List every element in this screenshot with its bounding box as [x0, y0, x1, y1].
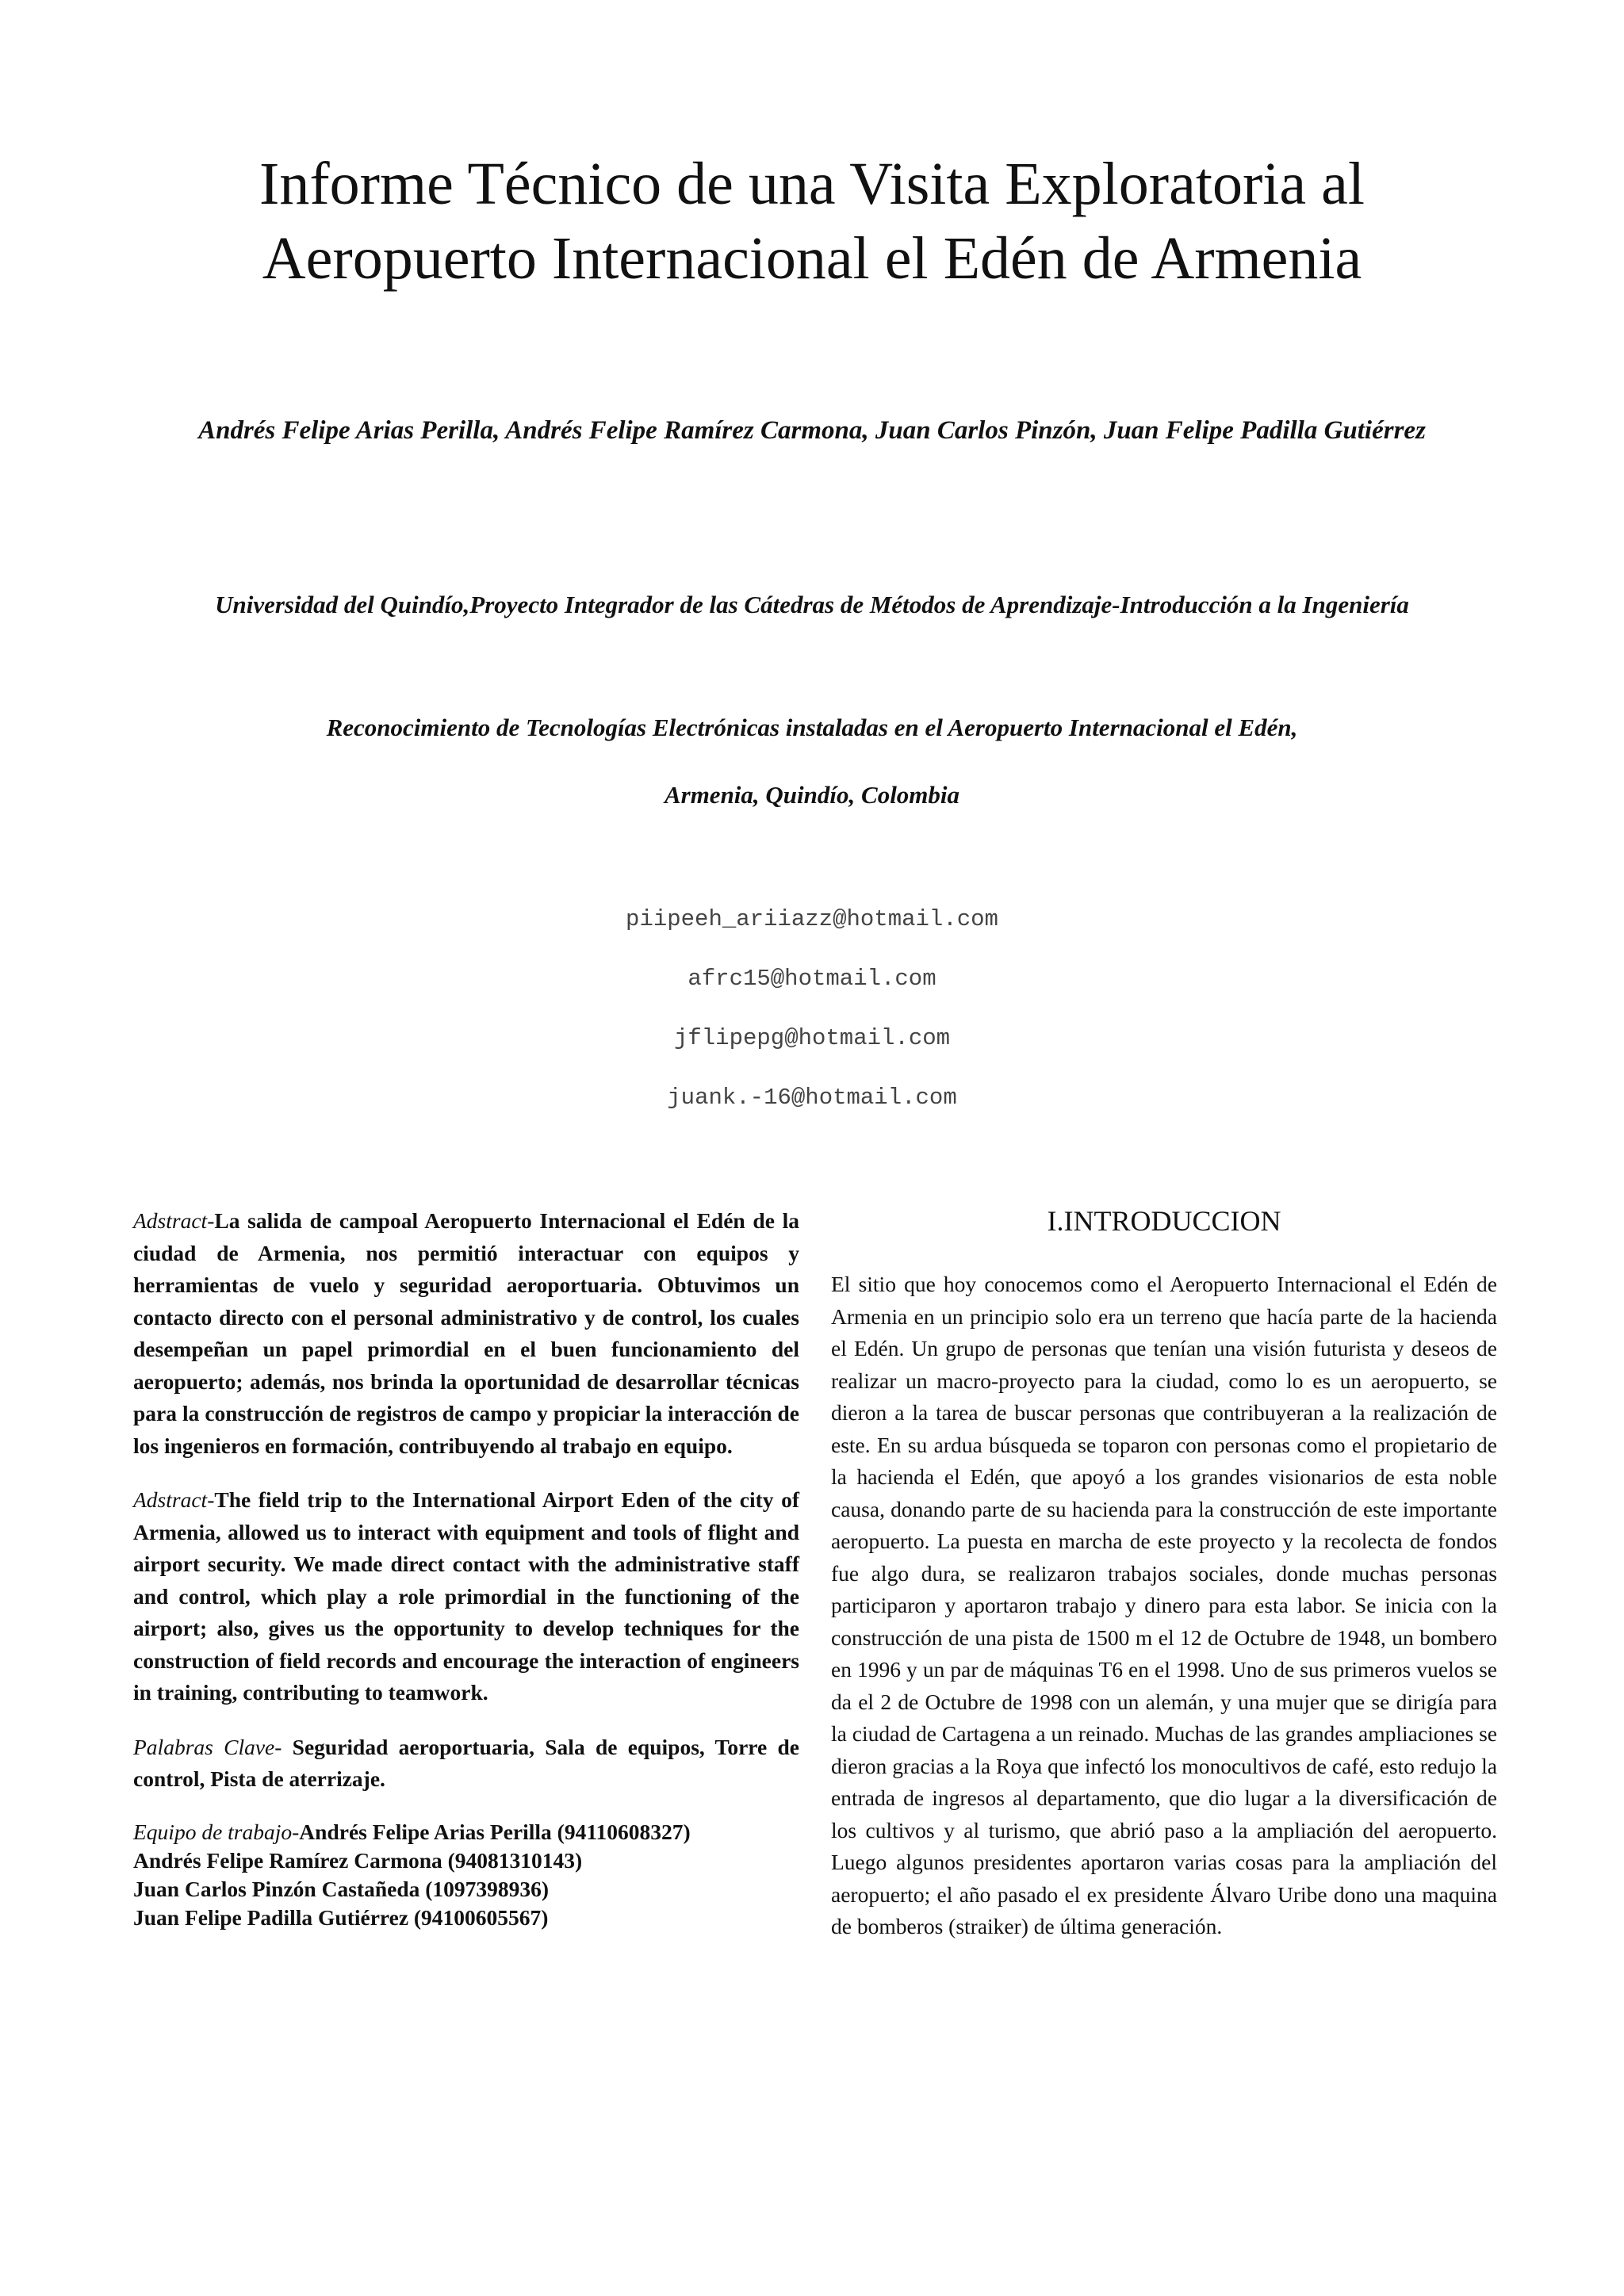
team-member: Equipo de trabajo-Andrés Felipe Arias Perilla (94110608327): [133, 1819, 691, 1844]
abstract-label: Adstract-: [133, 1487, 215, 1512]
affiliation: Universidad del Quindío,Proyecto Integrador de las Cátedras de Métodos de Aprendizaje-Introducción a la Ingeniería: [215, 591, 1409, 618]
section-heading: I.INTRODUCCION: [1047, 1205, 1281, 1237]
team-member: Juan Carlos Pinzón Castañeda (1097398936): [133, 1876, 550, 1901]
team-member: Juan Felipe Padilla Gutiérrez (94100605567): [133, 1904, 549, 1930]
abstract-spanish: [133, 1205, 799, 1462]
email-address: juank.-16@hotmail.com: [667, 1085, 957, 1111]
left-column: [133, 1205, 799, 1932]
email-list: [0, 906, 1624, 1144]
topic-line-1: Reconocimiento de Tecnologías Electrónicas instaladas en el Aeropuerto Internacional el Edén,: [326, 714, 1298, 741]
abstract-label: Adstract-: [133, 1208, 215, 1233]
keywords-text: Seguridad aeroportuaria, Sala de equipos, Torre de control, Pista de aterrizaje.: [133, 1734, 799, 1791]
author-list: Andrés Felipe Arias Perilla, Andrés Felipe Ramírez Carmona, Juan Carlos Pinzón, Juan Felipe Padilla Gutiérrez: [198, 416, 1426, 445]
abstract-text: La salida de campoal Aeropuerto Internacional el Edén de la ciudad de Armenia, nos permitió interactuar con equipos y herramientas de vuelo y seguridad aeroportuaria. Obtuvimos un contacto directo con el personal administrativo y de control, los cuales desempeñan un papel primordial en el buen funcionamiento del aeropuerto; además, nos brinda la oportunidad de desarrollar técnicas para la construcción de registros de campo y propiciar la interacción de los ingenieros en formación, contribuyendo al trabajo en equipo.: [133, 1208, 799, 1458]
abstract-text: The field trip to the International Airport Eden of the city of Armenia, allowed us to interact with equipment and tools of flight and airport security. We made direct contact with the administrative staff and control, which play a role primordial in the functioning of the airport; also, gives us the opportunity to develop techniques for the construction of field records and encourage the interaction of engineers in training, contributing to teamwork.: [133, 1487, 799, 1705]
abstract-english: [133, 1484, 799, 1709]
email-address: jflipepg@hotmail.com: [673, 1025, 951, 1051]
team-member: Andrés Felipe Ramírez Carmona (94081310143): [133, 1847, 583, 1873]
team-block: [133, 1818, 799, 1932]
right-column: [831, 1205, 1497, 1965]
team-label: Equipo de trabajo-: [133, 1819, 300, 1844]
introduction-text: El sitio que hoy conocemos como el Aeropuerto Internacional el Edén de Armenia en un principio solo era un terreno que hacía parte de la hacienda el Edén. Un grupo de personas que tenían una visión futurista y deseos de realizar un macro-proyecto para la ciudad, como lo es un aeropuerto, se dieron a la tarea de buscar personas que contribuyeran a la realización de este. En su ardua búsqueda se toparon con personas como el propietario de la hacienda el Edén, que apoyó a los grandes visionarios de esta noble causa, donando parte de su hacienda para la construcción de este importante aeropuerto. La puesta en marcha de este proyecto y la recolecta de fondos fue algo dura, se realizaron trabajos sociales, donde muchas personas participaron y aportaron trabajo y dinero para esta labor. Se inicia con la construcción de una pista de 1500 m el 12 de Octubre de 1948, un bombero en 1996 y un par de máquinas T6 en el 1998. Uno de sus primeros vuelos se da el 2 de Octubre de 1998 con un alemán, y una mujer que se dirigía para la ciudad de Cartagena a un reinado. Muchas de las grandes ampliaciones se dieron gracias a la Roya que infectó los monocultivos de café, esto redujo la entrada de ingresos al departamento, que dio lugar a la diversificación de los cultivos y al turismo, que abrió paso a la ampliación del aeropuerto. Luego algunos presidentes aportaron varias cosas para la ampliación del aeropuerto; el año pasado el ex presidente Álvaro Uribe dono una maquina de bomberos (straiker) de última generación.: [831, 1272, 1497, 1938]
paper-title: [0, 147, 1624, 296]
title-line-1: Informe Técnico de una Visita Exploratoria al: [259, 151, 1365, 217]
email-address: afrc15@hotmail.com: [688, 966, 936, 992]
keywords-label: Palabras Clave-: [133, 1734, 282, 1759]
title-line-2: Aeropuerto Internacional el Edén de Armenia: [262, 225, 1362, 292]
keywords: [133, 1732, 799, 1796]
topic-line-2: Armenia, Quindío, Colombia: [664, 781, 960, 809]
email-address: piipeeh_ariiazz@hotmail.com: [626, 906, 998, 932]
